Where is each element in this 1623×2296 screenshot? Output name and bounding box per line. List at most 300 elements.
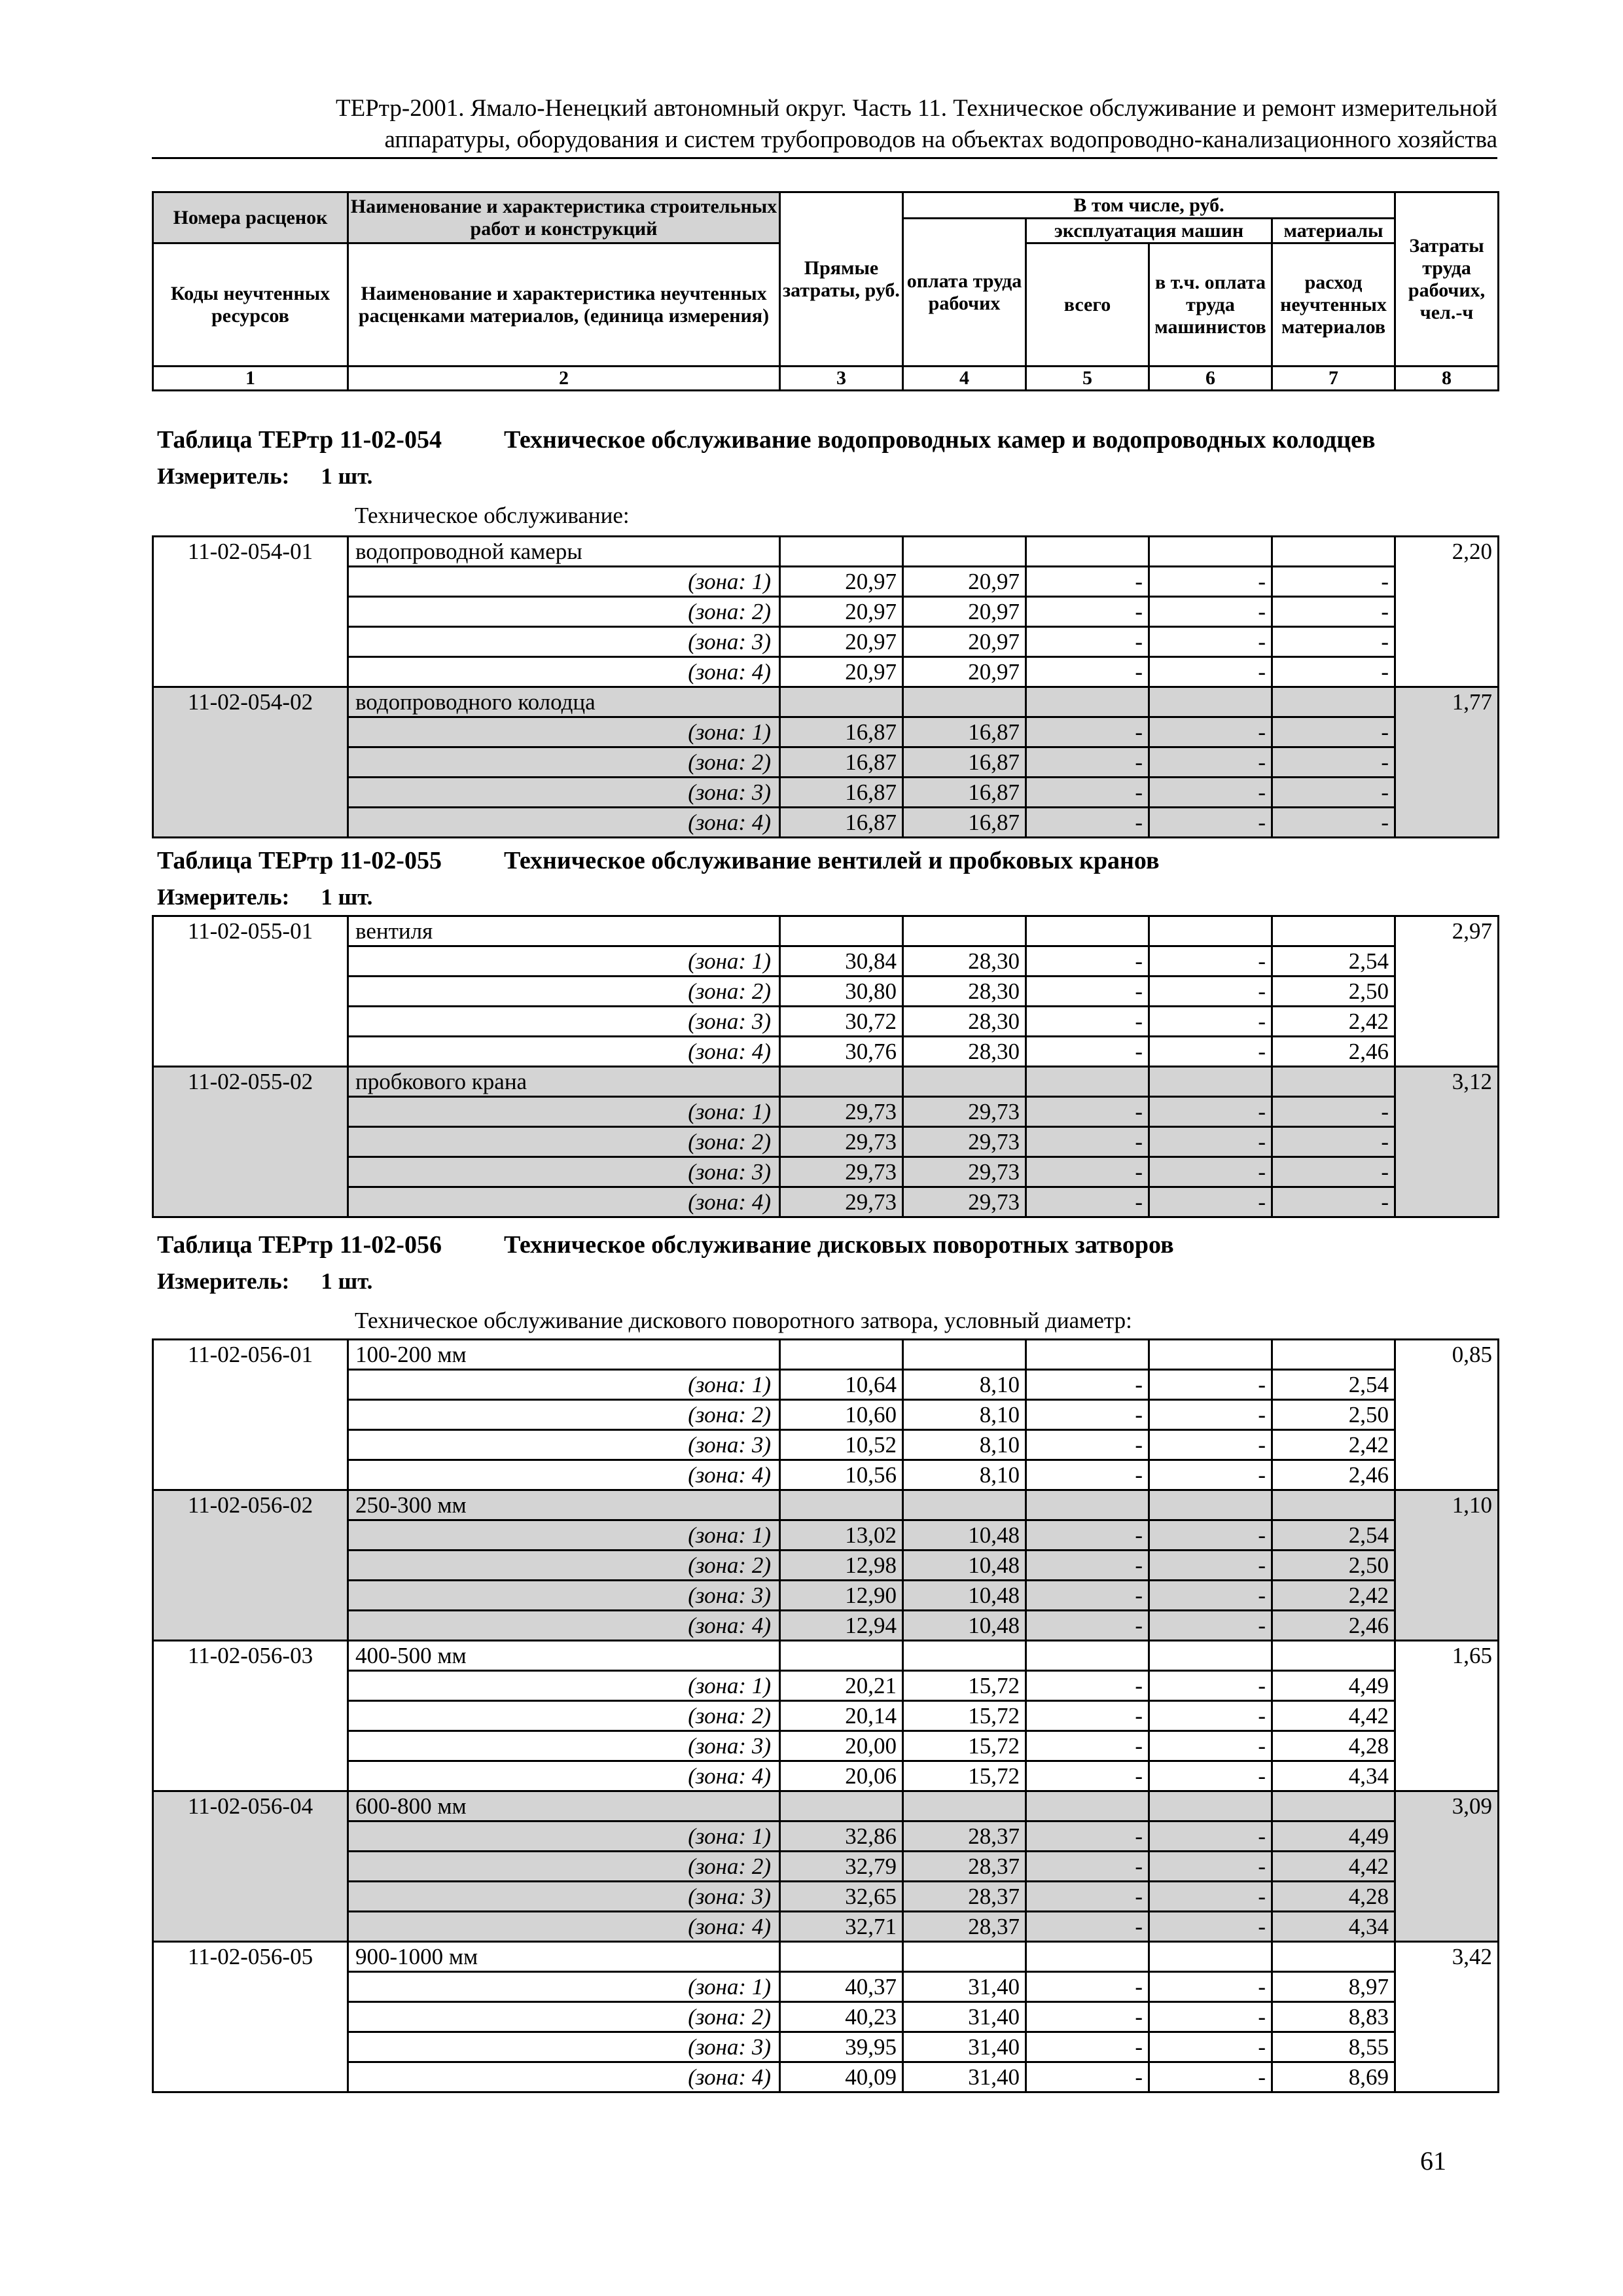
direct-cost: 10,56 [780,1460,903,1490]
direct-cost: 10,60 [780,1400,903,1430]
zone-label: (зона: 2) [348,1400,780,1430]
machines-total: - [1026,1007,1149,1037]
worker-pay: 15,72 [903,1761,1026,1791]
direct-cost: 20,97 [780,657,903,687]
empty-cell [903,687,1026,717]
materials-spend: - [1272,657,1395,687]
rate-code: 11-02-055-01 [153,916,348,1067]
empty-cell [1149,1067,1272,1097]
work-name: водопроводной камеры [348,537,780,567]
materials-spend: 8,83 [1272,2002,1395,2032]
machines-total: - [1026,1611,1149,1641]
worker-pay: 15,72 [903,1671,1026,1701]
empty-cell [1149,537,1272,567]
worker-pay: 28,37 [903,1821,1026,1852]
col-number-5: 5 [1026,367,1149,391]
zone-row [153,2032,1499,2062]
machinist-pay: - [1149,1097,1272,1127]
worker-pay: 16,87 [903,717,1026,747]
zone-row [153,1097,1499,1127]
direct-cost: 10,52 [780,1430,903,1460]
empty-cell [1149,687,1272,717]
measure-line [157,884,372,910]
col-group-including: В том числе, руб. [903,192,1395,219]
machinist-pay: - [1149,2032,1272,2062]
empty-cell [1272,1340,1395,1370]
empty-cell [1026,687,1149,717]
zone-label: (зона: 3) [348,1007,780,1037]
zone-row [153,1551,1499,1581]
machinist-pay: - [1149,1821,1272,1852]
machinist-pay: - [1149,1581,1272,1611]
materials-spend: 4,42 [1272,1852,1395,1882]
materials-spend: 2,50 [1272,1551,1395,1581]
rate-item-header [153,1340,1499,1370]
rate-item-header [153,916,1499,946]
col-codes-top: Номера расценок [153,192,348,243]
zone-row [153,1400,1499,1430]
section-note: Техническое обслуживание дискового поворотного затвора, условный диаметр: [355,1308,1132,1333]
direct-cost: 32,86 [780,1821,903,1852]
worker-pay: 15,72 [903,1701,1026,1731]
zone-label: (зона: 4) [348,1187,780,1217]
zone-row [153,1671,1499,1701]
machinist-pay: - [1149,1611,1272,1641]
direct-cost: 20,21 [780,1671,903,1701]
zone-row [153,1187,1499,1217]
measure-value: 1 шт. [321,1268,373,1294]
zone-row [153,747,1499,778]
zone-label: (зона: 4) [348,657,780,687]
machines-total: - [1026,2062,1149,2092]
machines-total: - [1026,1701,1149,1731]
empty-cell [903,1942,1026,1972]
direct-cost: 10,64 [780,1370,903,1400]
col-materials-spend: расход неучтенных материалов [1272,243,1395,367]
machines-total: - [1026,1520,1149,1551]
materials-spend: - [1272,1127,1395,1157]
zone-label: (зона: 2) [348,1701,780,1731]
materials-spend: 2,42 [1272,1430,1395,1460]
measure-line [157,1268,372,1295]
materials-spend: 8,97 [1272,1972,1395,2002]
empty-cell [1272,1641,1395,1671]
direct-cost: 32,65 [780,1882,903,1912]
materials-spend: - [1272,717,1395,747]
measure-label: Измеритель: [157,463,290,489]
machines-total: - [1026,657,1149,687]
zone-row [153,946,1499,977]
col-number-8: 8 [1395,367,1499,391]
page-number: 61 [1420,2146,1446,2176]
measure-value: 1 шт. [321,463,373,489]
section-note: Техническое обслуживание: [355,503,630,528]
empty-cell [1272,687,1395,717]
materials-spend: 2,50 [1272,1400,1395,1430]
machines-total: - [1026,1912,1149,1942]
direct-cost: 29,73 [780,1187,903,1217]
rate-item-header [153,537,1499,567]
machines-total: - [1026,1187,1149,1217]
direct-cost: 16,87 [780,808,903,838]
worker-pay: 10,48 [903,1520,1026,1551]
machinist-pay: - [1149,1187,1272,1217]
rate-item-header [153,1067,1499,1097]
zone-row [153,1430,1499,1460]
worker-pay: 16,87 [903,747,1026,778]
zone-row [153,1701,1499,1731]
direct-cost: 40,37 [780,1972,903,2002]
worker-pay: 16,87 [903,808,1026,838]
machinist-pay: - [1149,1731,1272,1761]
zone-row [153,657,1499,687]
worker-pay: 29,73 [903,1097,1026,1127]
worker-pay: 31,40 [903,2062,1026,2092]
zone-row [153,627,1499,657]
empty-cell [903,1067,1026,1097]
machinist-pay: - [1149,1852,1272,1882]
materials-spend: - [1272,627,1395,657]
zone-label: (зона: 3) [348,1157,780,1187]
empty-cell [1026,537,1149,567]
machines-total: - [1026,1821,1149,1852]
zone-row [153,1611,1499,1641]
machines-total: - [1026,1731,1149,1761]
machinist-pay: - [1149,778,1272,808]
empty-cell [1026,1067,1149,1097]
zone-row [153,1157,1499,1187]
machinist-pay: - [1149,1882,1272,1912]
zone-label: (зона: 1) [348,1370,780,1400]
work-name: 400-500 мм [348,1641,780,1671]
machinist-pay: - [1149,567,1272,597]
zone-label: (зона: 3) [348,1731,780,1761]
worker-pay: 31,40 [903,1972,1026,2002]
section-title [157,846,1160,875]
empty-cell [780,1340,903,1370]
machinist-pay: - [1149,1007,1272,1037]
direct-cost: 20,97 [780,627,903,657]
zone-label: (зона: 2) [348,977,780,1007]
zone-label: (зона: 2) [348,1551,780,1581]
empty-cell [903,1340,1026,1370]
zone-row [153,1821,1499,1852]
direct-cost: 32,71 [780,1912,903,1942]
col-direct-costs: Прямые затраты, руб. [780,192,903,367]
work-name: водопроводного колодца [348,687,780,717]
col-machines-total: всего [1026,243,1149,367]
empty-cell [1026,1641,1149,1671]
measure-value: 1 шт. [321,884,373,910]
empty-cell [780,1490,903,1520]
zone-row [153,717,1499,747]
worker-pay: 20,97 [903,657,1026,687]
rate-code: 11-02-055-02 [153,1067,348,1217]
measure-line [157,463,372,490]
materials-spend: - [1272,1157,1395,1187]
worker-pay: 28,30 [903,1037,1026,1067]
empty-cell [903,1791,1026,1821]
materials-spend: 4,34 [1272,1912,1395,1942]
rates-table [152,915,1499,1218]
machines-total: - [1026,778,1149,808]
empty-cell [1272,1791,1395,1821]
zone-row [153,1037,1499,1067]
zone-label: (зона: 3) [348,778,780,808]
col-machinist-pay: в т.ч. оплата труда машинистов [1149,243,1272,367]
worker-pay: 8,10 [903,1460,1026,1490]
worker-pay: 28,37 [903,1912,1026,1942]
worker-pay: 10,48 [903,1611,1026,1641]
col-group-materials: материалы [1272,219,1395,243]
work-name: 250-300 мм [348,1490,780,1520]
materials-spend: 4,49 [1272,1671,1395,1701]
machines-total: - [1026,1882,1149,1912]
zone-label: (зона: 4) [348,1460,780,1490]
empty-cell [1149,1340,1272,1370]
direct-cost: 29,73 [780,1157,903,1187]
labor-cost: 2,20 [1395,537,1499,687]
materials-spend: 2,46 [1272,1037,1395,1067]
machines-total: - [1026,1761,1149,1791]
zone-label: (зона: 1) [348,1972,780,2002]
zone-label: (зона: 4) [348,808,780,838]
worker-pay: 29,73 [903,1157,1026,1187]
materials-spend: 2,54 [1272,1520,1395,1551]
zone-label: (зона: 3) [348,1430,780,1460]
rate-item-header [153,1791,1499,1821]
col-codes-bottom: Коды неучтенных ресурсов [153,243,348,367]
worker-pay: 20,97 [903,627,1026,657]
worker-pay: 28,37 [903,1882,1026,1912]
zone-label: (зона: 1) [348,1097,780,1127]
rate-code: 11-02-054-01 [153,537,348,687]
worker-pay: 10,48 [903,1551,1026,1581]
direct-cost: 40,09 [780,2062,903,2092]
empty-cell [1272,1067,1395,1097]
materials-spend: 2,42 [1272,1007,1395,1037]
zone-label: (зона: 4) [348,1761,780,1791]
zone-label: (зона: 1) [348,1821,780,1852]
machinist-pay: - [1149,977,1272,1007]
direct-cost: 29,73 [780,1127,903,1157]
empty-cell [1149,1641,1272,1671]
empty-cell [780,916,903,946]
zone-label: (зона: 2) [348,597,780,627]
machines-total: - [1026,1972,1149,2002]
measure-label: Измеритель: [157,884,290,910]
machinist-pay: - [1149,1430,1272,1460]
zone-row [153,808,1499,838]
rates-table [152,1338,1499,2093]
machines-total: - [1026,1581,1149,1611]
empty-cell [780,537,903,567]
materials-spend: - [1272,808,1395,838]
empty-cell [1272,1490,1395,1520]
zone-row [153,597,1499,627]
empty-cell [1149,1942,1272,1972]
zone-row [153,1761,1499,1791]
col-name-top: Наименование и характеристика строительных работ и конструкций [348,192,780,243]
direct-cost: 20,00 [780,1731,903,1761]
col-number-3: 3 [780,367,903,391]
worker-pay: 16,87 [903,778,1026,808]
labor-cost: 1,10 [1395,1490,1499,1641]
machines-total: - [1026,1430,1149,1460]
empty-cell [1149,916,1272,946]
rate-item-header [153,1641,1499,1671]
machinist-pay: - [1149,1520,1272,1551]
rate-code: 11-02-056-03 [153,1641,348,1791]
labor-cost: 1,65 [1395,1641,1499,1791]
machinist-pay: - [1149,1400,1272,1430]
machines-total: - [1026,1037,1149,1067]
worker-pay: 8,10 [903,1370,1026,1400]
table-title: Техническое обслуживание водопроводных камер и водопроводных колодцев [504,426,1376,454]
table-label: Таблица ТЕРтр 11-02-055 [157,847,442,874]
machinist-pay: - [1149,1037,1272,1067]
empty-cell [780,1067,903,1097]
empty-cell [1026,1791,1149,1821]
machinist-pay: - [1149,1761,1272,1791]
machinist-pay: - [1149,1460,1272,1490]
table-label: Таблица ТЕРтр 11-02-054 [157,426,442,454]
zone-row [153,1460,1499,1490]
zone-label: (зона: 4) [348,1912,780,1942]
zone-label: (зона: 3) [348,627,780,657]
materials-spend: - [1272,747,1395,778]
table-label: Таблица ТЕРтр 11-02-056 [157,1231,442,1259]
machinist-pay: - [1149,2002,1272,2032]
empty-cell [903,1490,1026,1520]
zone-row [153,1882,1499,1912]
worker-pay: 28,30 [903,977,1026,1007]
machines-total: - [1026,567,1149,597]
machines-total: - [1026,1097,1149,1127]
col-number-6: 6 [1149,367,1272,391]
direct-cost: 30,72 [780,1007,903,1037]
machines-total: - [1026,2002,1149,2032]
labor-cost: 0,85 [1395,1340,1499,1490]
zone-label: (зона: 4) [348,1611,780,1641]
materials-spend: - [1272,1187,1395,1217]
worker-pay: 28,37 [903,1852,1026,1882]
rate-code: 11-02-056-01 [153,1340,348,1490]
machinist-pay: - [1149,747,1272,778]
direct-cost: 29,73 [780,1097,903,1127]
worker-pay: 28,30 [903,1007,1026,1037]
rate-code: 11-02-056-02 [153,1490,348,1641]
machines-total: - [1026,597,1149,627]
work-name: вентиля [348,916,780,946]
direct-cost: 40,23 [780,2002,903,2032]
worker-pay: 15,72 [903,1731,1026,1761]
zone-row [153,1520,1499,1551]
header-line-1: ТЕРтр-2001. Ямало-Ненецкий автономный округ. Часть 11. Техническое обслуживание и ремонт измерительной [335,95,1497,122]
col-number-1: 1 [153,367,348,391]
work-name: 600-800 мм [348,1791,780,1821]
table-title: Техническое обслуживание дисковых поворотных затворов [504,1231,1174,1259]
materials-spend: 4,49 [1272,1821,1395,1852]
empty-cell [1026,916,1149,946]
machinist-pay: - [1149,1701,1272,1731]
machinist-pay: - [1149,1912,1272,1942]
labor-cost: 1,77 [1395,687,1499,838]
zone-row [153,1731,1499,1761]
zone-row [153,1127,1499,1157]
direct-cost: 12,90 [780,1581,903,1611]
header-line-2: аппаратуры, оборудования и систем трубопроводов на объектах водопроводно-канализационного хозяйства [384,126,1497,153]
empty-cell [780,1942,903,1972]
machines-total: - [1026,1400,1149,1430]
materials-spend: 4,42 [1272,1701,1395,1731]
rate-code: 11-02-056-04 [153,1791,348,1942]
machinist-pay: - [1149,946,1272,977]
labor-cost: 2,97 [1395,916,1499,1067]
machinist-pay: - [1149,1127,1272,1157]
empty-cell [1272,916,1395,946]
empty-cell [903,1641,1026,1671]
direct-cost: 20,06 [780,1761,903,1791]
zone-label: (зона: 1) [348,567,780,597]
direct-cost: 20,97 [780,567,903,597]
materials-spend: 2,46 [1272,1460,1395,1490]
zone-label: (зона: 2) [348,1852,780,1882]
machines-total: - [1026,747,1149,778]
machines-total: - [1026,1551,1149,1581]
labor-cost: 3,42 [1395,1942,1499,2092]
column-header-table [152,191,1499,391]
machines-total: - [1026,1127,1149,1157]
rate-code: 11-02-056-05 [153,1942,348,2092]
rate-item-header [153,1490,1499,1520]
machines-total: - [1026,1370,1149,1400]
zone-label: (зона: 3) [348,2032,780,2062]
zone-label: (зона: 1) [348,1671,780,1701]
zone-row [153,1852,1499,1882]
zone-label: (зона: 4) [348,1037,780,1067]
materials-spend: 2,46 [1272,1611,1395,1641]
rate-item-header [153,1942,1499,1972]
zone-row [153,1912,1499,1942]
zone-label: (зона: 1) [348,1520,780,1551]
work-name: 900-1000 мм [348,1942,780,1972]
machines-total: - [1026,1460,1149,1490]
materials-spend: 4,28 [1272,1882,1395,1912]
worker-pay: 20,97 [903,597,1026,627]
materials-spend: 4,34 [1272,1761,1395,1791]
col-number-4: 4 [903,367,1026,391]
empty-cell [780,1791,903,1821]
zone-row [153,567,1499,597]
zone-row [153,1972,1499,2002]
direct-cost: 12,94 [780,1611,903,1641]
worker-pay: 29,73 [903,1127,1026,1157]
machines-total: - [1026,946,1149,977]
zone-row [153,977,1499,1007]
direct-cost: 39,95 [780,2032,903,2062]
machines-total: - [1026,627,1149,657]
direct-cost: 20,14 [780,1701,903,1731]
zone-label: (зона: 2) [348,747,780,778]
machines-total: - [1026,1852,1149,1882]
running-header [152,93,1497,159]
worker-pay: 8,10 [903,1400,1026,1430]
direct-cost: 30,80 [780,977,903,1007]
col-name-bottom: Наименование и характеристика неучтенных расценками материалов, (единица измерения) [348,243,780,367]
rate-code: 11-02-054-02 [153,687,348,838]
direct-cost: 30,76 [780,1037,903,1067]
